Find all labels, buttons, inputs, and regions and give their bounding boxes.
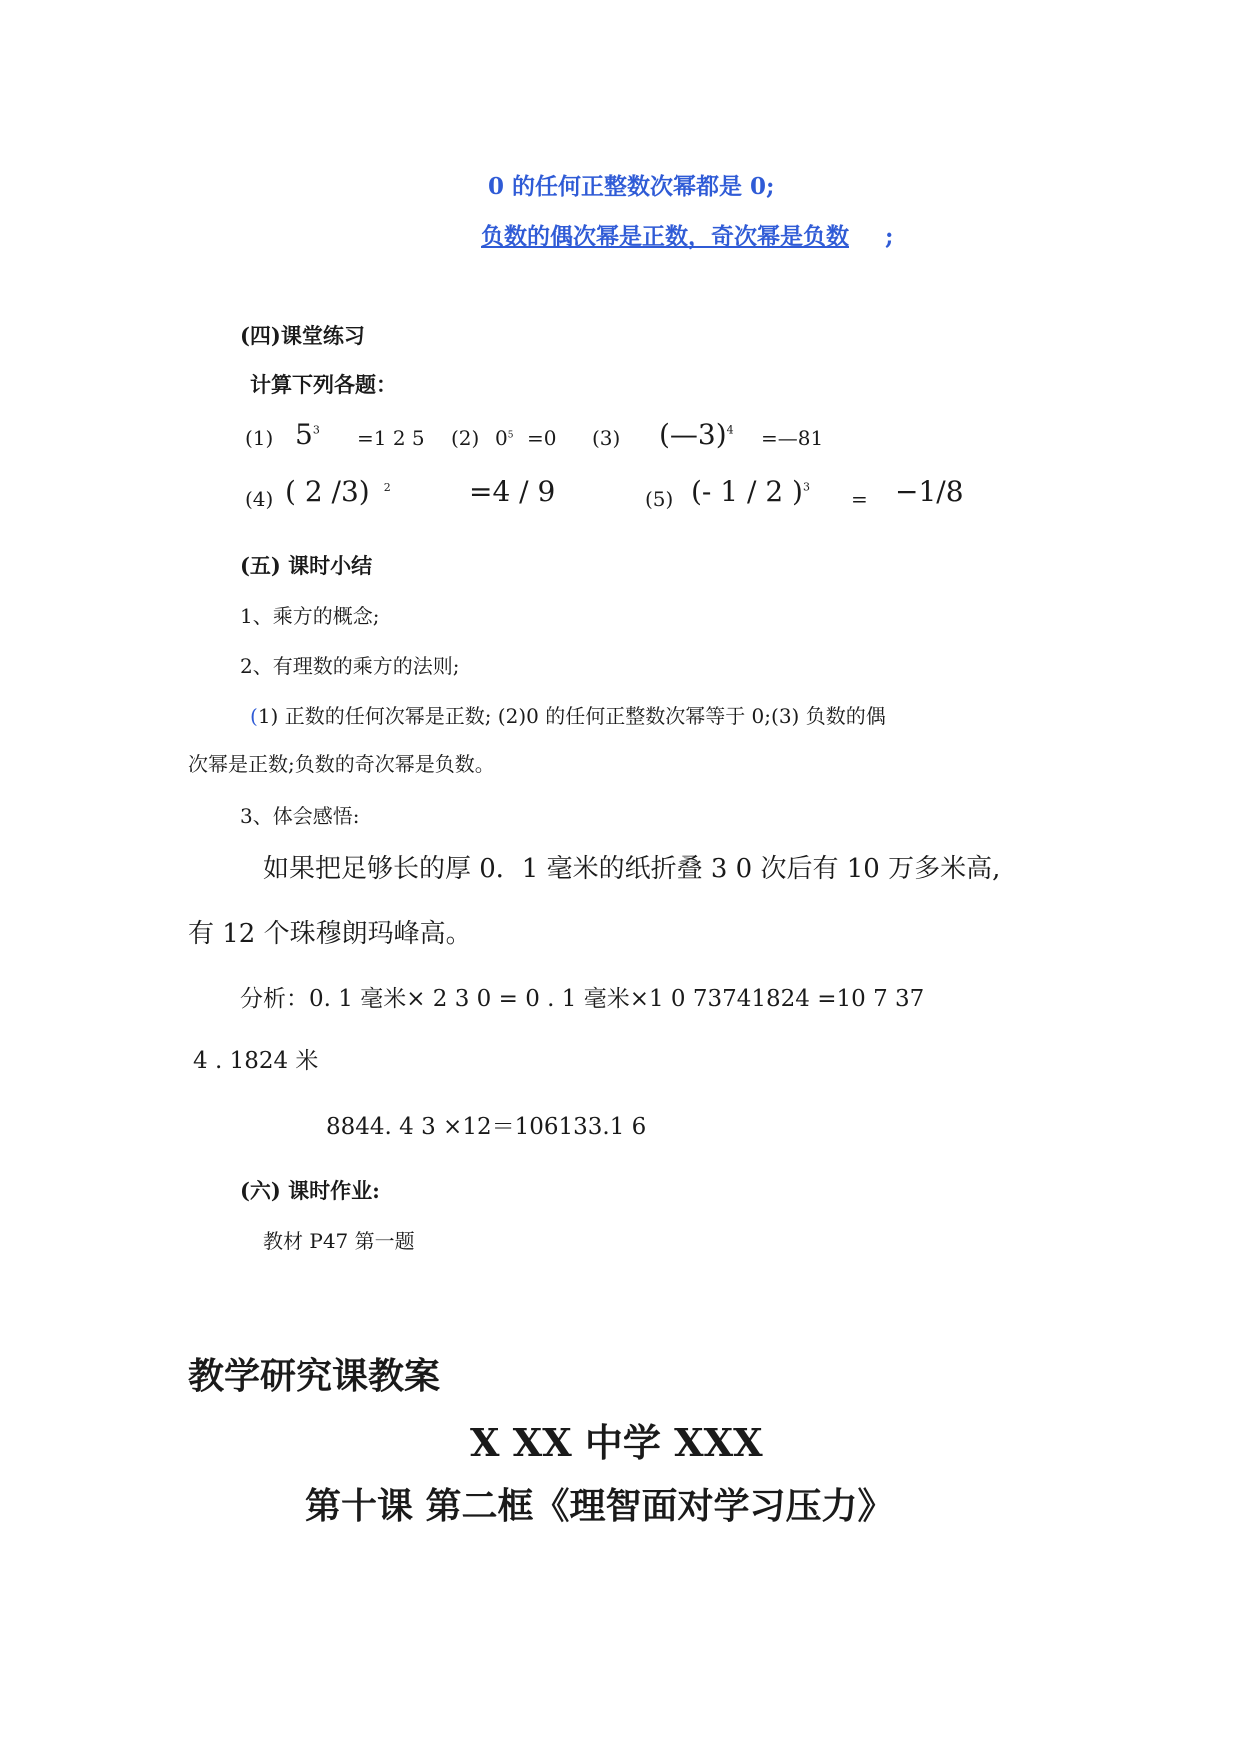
analysis-line-c: 8844. 4 3 ×12＝106133.1 6 xyxy=(326,1114,647,1140)
analysis-line-a: 分析：0. 1 毫米× 2 3 0 = 0 . 1 毫米×1 0 73741824 =10 7 37 xyxy=(240,986,925,1012)
problem-4-base: ( 2 /3) xyxy=(285,475,370,508)
analysis-line-b: 4 . 1824 米 xyxy=(193,1048,319,1074)
problem-2-result: =0 xyxy=(527,426,557,450)
problem-3-expr xyxy=(659,418,734,451)
practice-intro: 计算下列各题： xyxy=(250,372,397,397)
summary-rule-text-a: 1) 正数的任何次幂是正数; (2)0 的任何正整数次幂等于 0;(3) 负数的偶 xyxy=(257,704,886,728)
problem-1-exponent: 3 xyxy=(312,423,320,437)
homework-heading: (六) 课时作业: xyxy=(240,1178,380,1203)
problem-5-expr xyxy=(691,475,810,508)
problem-3-exponent: 4 xyxy=(726,423,734,437)
problem-4-number: (4) xyxy=(245,487,274,511)
rule-line-2 xyxy=(481,218,894,251)
lesson-title: 第十课 第二框《理智面对学习压力》 xyxy=(305,1485,894,1527)
problem-5-result: −1/8 xyxy=(895,475,964,508)
story-line-b: 有 12 个珠穆朗玛峰高。 xyxy=(188,919,472,949)
problem-5-exponent: 3 xyxy=(802,480,810,494)
problem-4-result: =4 / 9 xyxy=(469,475,556,508)
summary-heading: (五) 课时小结 xyxy=(240,553,373,578)
summary-rule-line-a xyxy=(250,700,886,729)
problem-2-exponent: 5 xyxy=(507,430,514,441)
problem-2-number: (2) xyxy=(451,426,480,450)
practice-heading: (四)课堂练习 xyxy=(240,323,365,348)
problem-1-base: 5 xyxy=(295,418,313,451)
story-line-a: 如果把足够长的厚 0．1 毫米的纸折叠 3 0 次后有 10 万多米高, xyxy=(263,854,1001,884)
rule-line-2-tail: ; xyxy=(885,223,894,250)
problem-1-number: (1) xyxy=(245,426,274,450)
problem-3-base: (—3) xyxy=(659,418,727,451)
problem-5-base: (- 1 / 2 ) xyxy=(691,475,803,508)
problem-1-result: =1 2 5 xyxy=(357,426,425,450)
homework-text: 教材 P47 第一题 xyxy=(263,1229,415,1253)
problem-2-expr xyxy=(495,426,513,450)
school-line: X XX 中学 XXX xyxy=(470,1420,763,1465)
problem-3-result: =—81 xyxy=(761,426,824,450)
rule-line-2-text: 负数的偶次幂是正数，奇次幂是负数 xyxy=(481,223,849,250)
summary-item-1: 1、乘方的概念; xyxy=(240,604,380,628)
summary-rule-paren: ( xyxy=(250,704,258,728)
problem-4-exponent: 2 xyxy=(383,480,391,494)
summary-item-3: 3、体会感悟: xyxy=(240,804,360,828)
summary-rule-line-b: 次幂是正数;负数的奇次幂是负数。 xyxy=(188,752,495,776)
summary-item-2: 2、有理数的乘方的法则; xyxy=(240,654,460,678)
problem-5-equals: = xyxy=(851,487,868,511)
rule-line-1: 0 的任何正整数次幂都是 0; xyxy=(488,173,775,200)
problem-4-expr xyxy=(285,475,391,508)
problem-2-base: 0 xyxy=(495,426,508,450)
problem-1-expr xyxy=(295,418,320,451)
doc-title: 教学研究课教案 xyxy=(188,1355,441,1397)
problem-5-number: (5) xyxy=(645,487,674,511)
problem-3-number: (3) xyxy=(592,426,621,450)
